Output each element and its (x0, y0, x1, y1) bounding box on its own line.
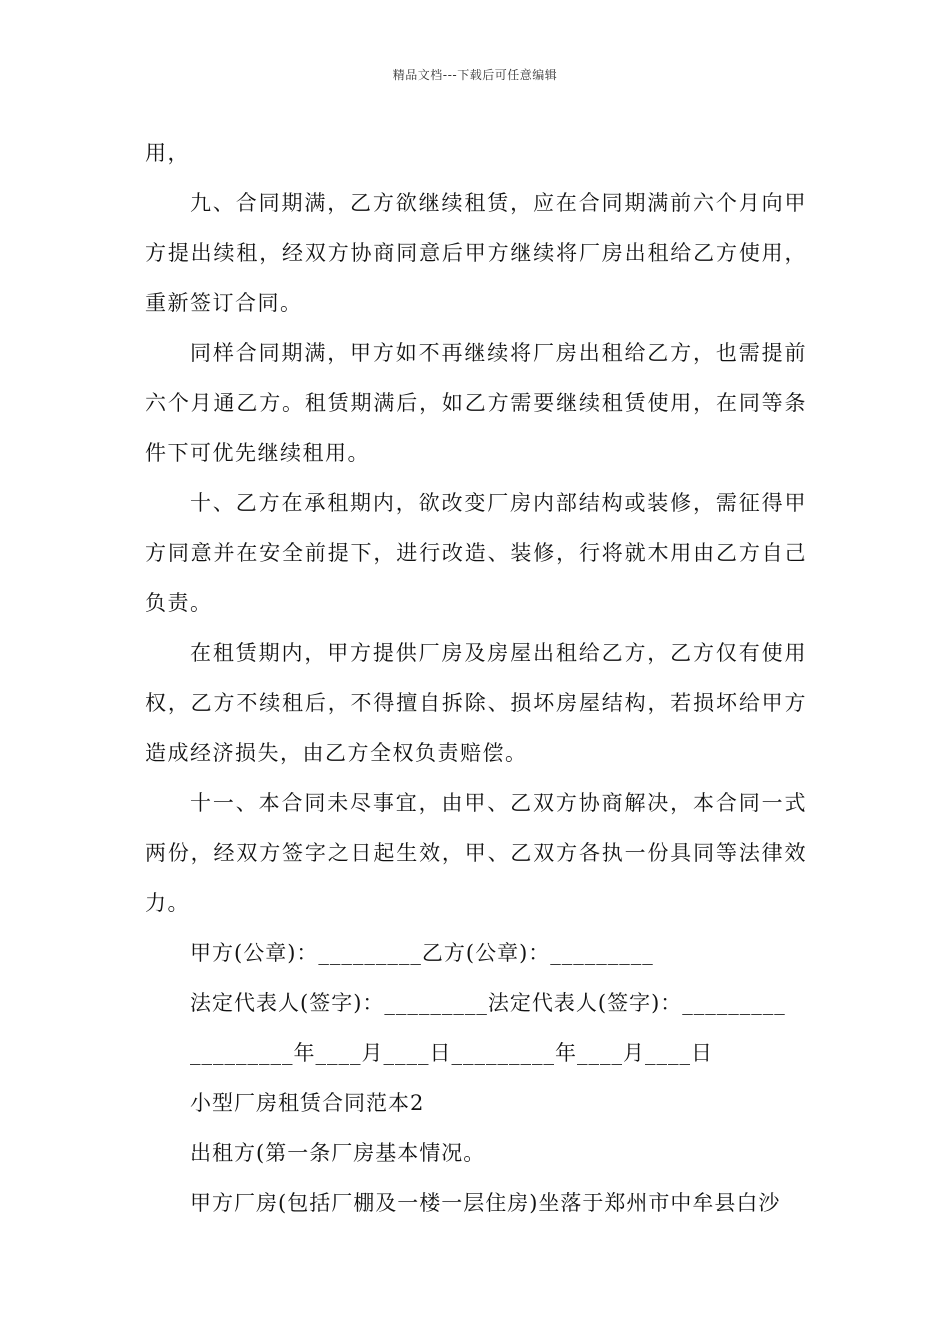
lessor-line: 出租方(第一条厂房基本情况。 (190, 1141, 486, 1165)
paragraph-clause-11: 十一、本合同未尽事宜，由甲、乙双方协商解决，本合同一式两份，经双方签字之日起生效，甲、乙双方各执一份具同等法律效力。 (145, 791, 807, 915)
factory-location-line: 甲方厂房(包括厂棚及一楼一层住房)坐落于郑州市中牟县白沙 (190, 1191, 781, 1215)
paragraph-clause-9-note: 同样合同期满，甲方如不再继续将厂房出租给乙方，也需提前六个月通乙方。租赁期满后，如乙方需要继续租赁使用，在同等条件下可优先继续租用。 (145, 341, 807, 465)
paragraph-clause-10: 十、乙方在承租期内，欲改变厂房内部结构或装修，需征得甲方同意并在安全前提下，进行改造、装修，行将就木用由乙方自己负责。 (145, 491, 807, 615)
page-header: 精品文档---下载后可任意编辑 (392, 68, 558, 82)
signature-date-line: _________年____月____日_________年____月____日 (190, 1041, 713, 1065)
paragraph-clause-9: 九、合同期满，乙方欲继续租赁，应在合同期满前六个月向甲方提出续租，经双方协商同意后甲方继续将厂房出租给乙方使用，重新签订合同。 (145, 191, 807, 315)
signature-seal-line: 甲方(公章)：_________乙方(公章)：_________ (190, 941, 654, 965)
section-title: 小型厂房租赁合同范本2 (190, 1091, 425, 1115)
signature-representative-line: 法定代表人(签字)：_________法定代表人(签字)：_________ (190, 991, 786, 1015)
paragraph-continuation: 用， (145, 141, 190, 165)
document-body (145, 128, 807, 1228)
paragraph-clause-10-note: 在租赁期内，甲方提供厂房及房屋出租给乙方，乙方仅有使用权，乙方不续租后，不得擅自拆除、损坏房屋结构，若损坏给甲方造成经济损失，由乙方全权负责赔偿。 (145, 641, 807, 765)
